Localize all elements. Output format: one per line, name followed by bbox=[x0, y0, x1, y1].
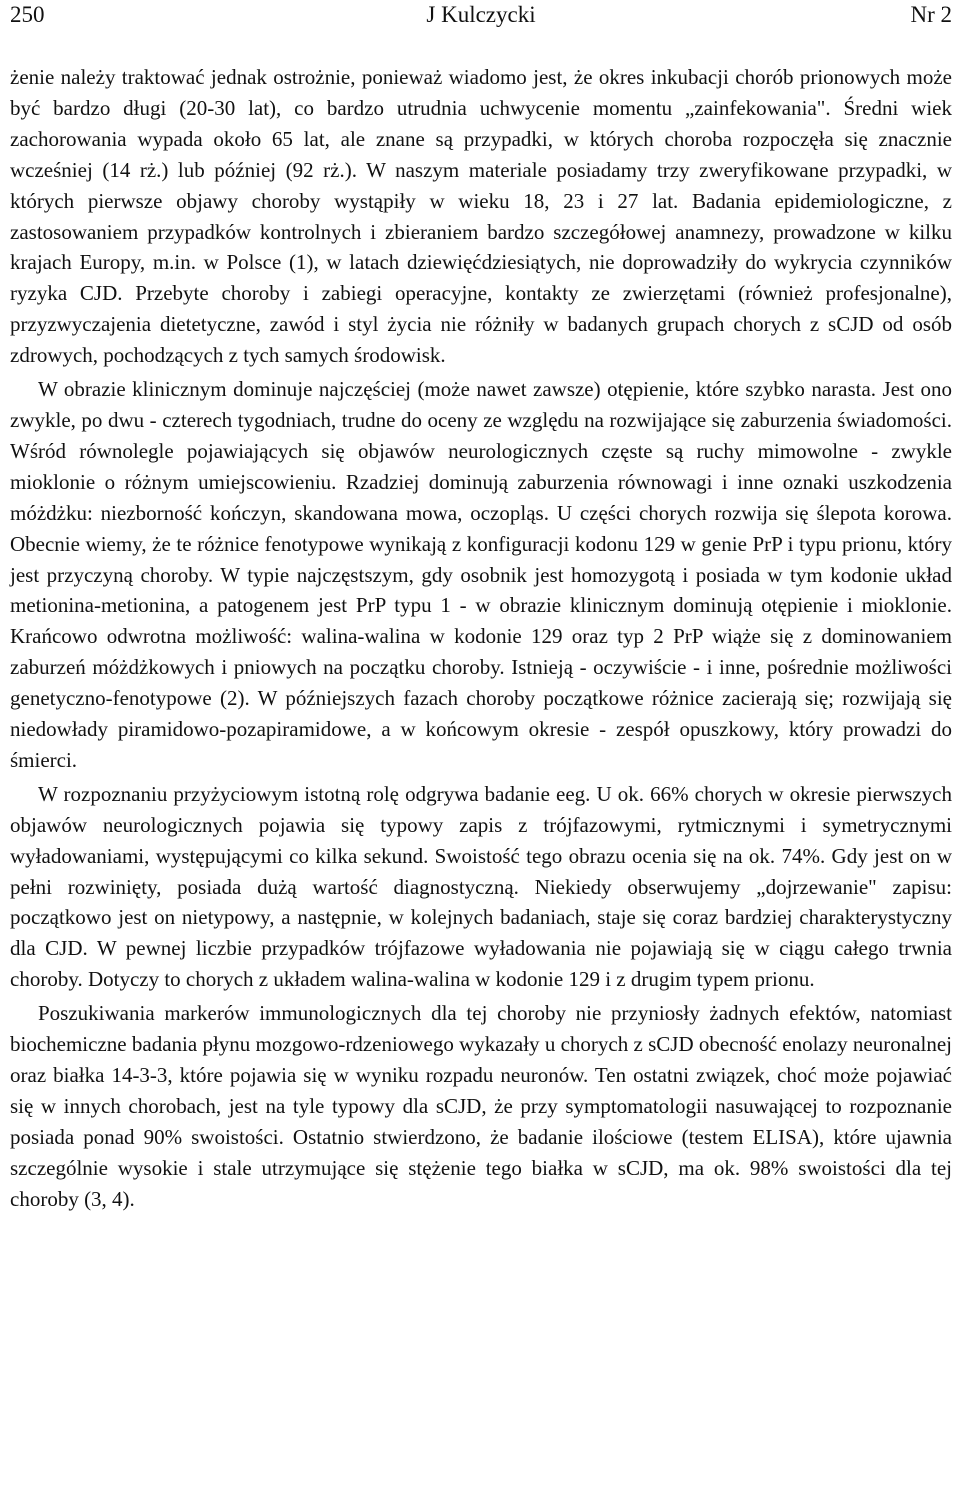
paragraph-continuation: żenie należy traktować jednak ostrożnie, ponieważ wiadomo jest, że okres inkubacji chorób prionowych może być bardzo długi (20-30 lat), co bardzo utrudnia uchwycenie momentu „zainfekowania". Średni wiek zachorowania wypada około 65 lat, ale znane są przypadki, w których choroba rozpoczęła się znacznie wcześniej (14 rż.) lub później (92 rż.). W naszym materiale posiadamy trzy zweryfikowane przypadki, w których pierwsze objawy choroby wystąpiły w wieku 18, 23 i 27 lat. Badania epidemiologiczne, z zastosowaniem przypadków kontrolnych i zbieraniem bardzo szczegółowej anamnezy, prowadzone w kilku krajach Europy, m.in. w Polsce (1), w latach dziewięćdziesiątych, nie doprowadziły do wykrycia czynników ryzyka CJD. Przebyte choroby i zabiegi operacyjne, kontakty ze zwierzętami (również profesjonalne), przyzwyczajenia dietetyczne, zawód i styl życia nie różniły w badanych grupach chorych z sCJD od osób zdrowych, pochodzących z tych samych środowisk. bbox=[10, 65, 952, 368]
paragraph-eeg-diagnosis: W rozpoznaniu przyżyciowym istotną rolę odgrywa badanie eeg. U ok. 66% chorych w okresie pierwszych objawów neurologicznych pojawia się typowy zapis z trójfazowymi, rytmicznymi i symetrycznymi wyładowaniami, występującymi co kilka sekund. Swoistość tego obrazu ocenia się na ok. 74%. Gdy jest on w pełni rozwinięty, posiada dużą wartość diagnostyczną. Niekiedy obserwujemy „dojrzewanie" zapisu: początkowo jest on nietypowy, a następnie, w kolejnych badaniach, staje się coraz bardziej charakterystyczny dla CJD. W pewnej liczbie przypadków trójfazowe wyładowania nie pojawiają się w ciągu całego trwnia choroby. Dotyczy to chorych z układem walina-walina w kodonie 129 i z drugim typem prionu. bbox=[10, 781, 952, 992]
running-header-author: J Kulczycki bbox=[426, 2, 536, 27]
running-header bbox=[10, 0, 952, 30]
journal-issue: Nr 2 bbox=[910, 2, 952, 27]
paragraph-clinical-picture: W obrazie klinicznym dominuje najczęściej (może nawet zawsze) otępienie, które szybko narasta. Jest ono zwykle, po dwu - czterech tygodniach, trudne do oceny ze względu na rozwijające się zaburzenia świadomości. Wśród równolegle pojawiających się objawów neurologicznych częste są ruchy mimowolne - zwykle mioklonie o różnym umiejscowieniu. Rzadziej dominują zaburzenia równowagi i inne oznaki uszkodzenia móżdżku: niezborność kończyn, skandowana mowa, oczopląs. U części chorych rozwija się ślepota korowa. Obecnie wiemy, że te różnice fenotypowe wynikają z konfiguracji kodonu 129 w genie PrP i typu prionu, który jest przyczyną choroby. W typie najczęstszym, gdy osobnik jest homozygotą i posiada w tym kodonie układ metionina-metionina, a patogenem jest PrP typu 1 - w obrazie klinicznym dominują otępienie i mioklonie. Krańcowo odwrotna możliwość: walina-walina w kodonie 129 oraz typ 2 PrP wiąże się z dominowaniem zaburzeń móżdżkowych i pniowych na początku choroby. Istnieją - oczywiście - i inne, pośrednie możliwości genetyczno-fenotypowe (2). W późniejszych fazach choroby początkowe różnice zacierają się; rozwijają się niedowłady piramidowo-pozapiramidowe, a w końcowym okresie - zespół opuszkowy, który prowadzi do śmierci. bbox=[10, 377, 952, 772]
paragraph-markers: Poszukiwania markerów immunologicznych dla tej choroby nie przyniosły żadnych efektów, natomiast biochemiczne badania płynu mozgowo-rdzeniowego wykazały u chorych z sCJD obecność enolazy neuronalnej oraz białka 14-3-3, które pojawia się w wyniku rozpadu neuronów. Ten ostatni związek, choć może pojawiać się w innych chorobach, jest na tyle typowy dla sCJD, że przy symptomatologii nasuwającej to rozpoznanie posiada ponad 90% swoistości. Ostatnio stwierdzono, że badanie ilościowe (testem ELISA), które ujawnia szczególnie wysokie i stale utrzymujące się stężenie tego białka w sCJD, ma ok. 98% swoistości dla tej choroby (3, 4). bbox=[10, 1001, 952, 1211]
page-number: 250 bbox=[10, 2, 45, 27]
article-body bbox=[10, 62, 952, 1215]
